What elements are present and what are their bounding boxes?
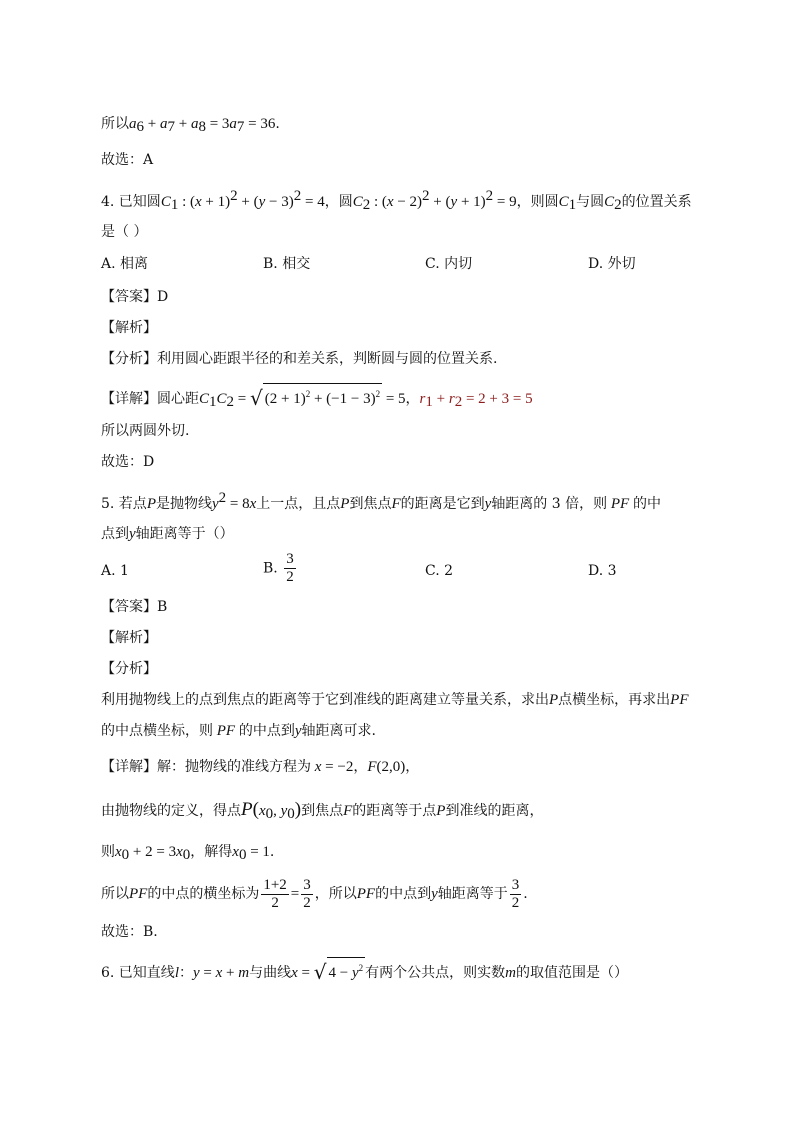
text: 【详解】解：抛物线的准线方程为 <box>101 759 311 775</box>
text: ，圆 <box>324 194 353 210</box>
text: 到焦点 <box>349 496 392 512</box>
text: ，则圆 <box>516 194 559 210</box>
text: 由抛物线的定义，得点 <box>101 803 241 819</box>
conclusion-line: 所以两圆外切. <box>101 423 190 439</box>
text: B. <box>263 560 278 577</box>
text: 所以 <box>101 116 129 132</box>
detail-line-4: 所以PF的中点的横坐标为 $\frac{1+2}{2}$ = $\frac{3}{2}$ ，所以PF的中点到y轴距离等于 $\frac{3}{2}$ . <box>101 876 528 911</box>
choose-line: 故选：A <box>101 152 154 168</box>
text: 到焦点 <box>301 803 344 819</box>
text: ，解得 <box>190 844 233 860</box>
detail-line-1: 【详解】解：抛物线的准线方程为 x = −2，F(2,0)， <box>101 759 420 775</box>
text: 轴距离等于 <box>437 886 508 902</box>
text: 所以 <box>101 886 129 902</box>
answer-label: 【答案】B <box>101 599 168 615</box>
option-b: B. $\frac{3}{2}$ <box>263 551 294 585</box>
text: 轴距离的 3 倍，则 <box>491 496 608 512</box>
text: 轴距离等于（） <box>135 526 234 542</box>
detail-line-2: 由抛物线的定义，得点$P(x_0$, $y_0$)到焦点F的距离等于点P到准线的距离， <box>101 799 544 822</box>
text: 5. 若点 <box>101 496 147 512</box>
choose-line: 故选：B. <box>101 924 158 940</box>
text: 点横坐标，再求出 <box>558 692 671 708</box>
text: ， <box>353 759 368 775</box>
sum-result-line: 所以$a_6 + a_7 + a_8 = 3a_7 = 36$. <box>101 116 280 135</box>
question-6-stem: 6. 已知直线l：y = x + m与曲线x = √ $4 - y^2$ 有两个公共点，则实数m的取值范围是（） <box>101 957 628 983</box>
text: . <box>523 886 528 902</box>
text: ， <box>405 391 420 407</box>
text: 有两个公共点，则实数 <box>365 965 506 981</box>
text: 的距离等于点 <box>352 803 437 819</box>
text: 的位置关系 <box>621 194 692 210</box>
option-b: B. 相交 <box>263 256 311 272</box>
analysis-line-2: 的中点横坐标，则 PF 的中点到y轴距离可求. <box>101 723 376 739</box>
analysis-label-2: 【分析】 <box>101 661 157 677</box>
question-5-stem: 5. 若点P是抛物线$y^2 = 8x$上一点，且点P到焦点F的距离是它到y轴距离的 3 倍，则 PF 的中 <box>101 490 661 512</box>
text: 【详解】圆心距 <box>101 391 199 407</box>
analysis-label: 【解析】 <box>101 320 157 336</box>
text: 的中点的横坐标为 <box>147 886 260 902</box>
option-a: A. 相离 <box>101 256 149 272</box>
text: 的中点到 <box>238 723 295 739</box>
text: 的距离是它到 <box>400 496 485 512</box>
question-4-stem: 4. 已知圆$C_1$ : $(x + 1)^2 + (y - 3)^2 = 4$，圆$C_2$ : $(x - 2)^2 + (y + 1)^2 = 9$，则圆$C_1$与圆$C_2$的位置关系 <box>101 188 692 213</box>
option-d: D. 外切 <box>588 256 636 272</box>
text: 的中 <box>632 496 661 512</box>
analysis-text: 【分析】利用圆心距跟半径的和差关系，判断圆与圆的位置关系. <box>101 351 498 367</box>
text: 到准线的距离， <box>445 803 544 819</box>
question-4-stem-cont: 是（ ） <box>101 224 148 240</box>
text: 的中点到 <box>375 886 432 902</box>
option-c: C. 内切 <box>425 256 473 272</box>
text: 6. 已知直线 <box>101 965 175 981</box>
text: 的取值范围是（） <box>515 965 628 981</box>
answer-label: 【答案】D <box>101 289 169 305</box>
analysis-label: 【解析】 <box>101 630 157 646</box>
text: 是抛物线 <box>155 496 212 512</box>
text: . <box>275 116 280 132</box>
text: 利用抛物线上的点到焦点的距离等于它到准线的距离建立等量关系，求出 <box>101 692 549 708</box>
text: 轴距离可求. <box>301 723 376 739</box>
text: 与圆 <box>576 194 605 210</box>
analysis-line-1: 利用抛物线上的点到焦点的距离等于它到准线的距离建立等量关系，求出P点横坐标，再求出PF <box>101 692 689 708</box>
text: 4. 已知圆 <box>101 194 161 210</box>
text: 点到 <box>101 526 129 542</box>
text: 与曲线 <box>249 965 292 981</box>
choose-line: 故选：D <box>101 454 155 470</box>
option-c: C. 2 <box>425 563 454 579</box>
text: ，所以 <box>314 886 357 902</box>
text: 的中点横坐标，则 <box>101 723 213 739</box>
text: . <box>269 844 275 860</box>
text: ， <box>405 759 420 775</box>
detail-line-3: 则$x_0 + 2 = 3x_0$，解得$x_0 = 1$. <box>101 844 275 863</box>
text: 上一点，且点 <box>256 496 341 512</box>
option-d: D. 3 <box>588 563 617 579</box>
question-5-stem-cont: 点到y轴距离等于（） <box>101 526 234 542</box>
text: ： <box>178 965 193 981</box>
text: 则 <box>101 844 115 860</box>
option-a: A. 1 <box>101 563 129 579</box>
detail-line: 【详解】圆心距$C_1C_2$ = √ $(2 + 1)^2 + (-1 - 3)^2 = 5$，$r_1 + r_2 = 2 + 3 = 5$ <box>101 383 533 412</box>
